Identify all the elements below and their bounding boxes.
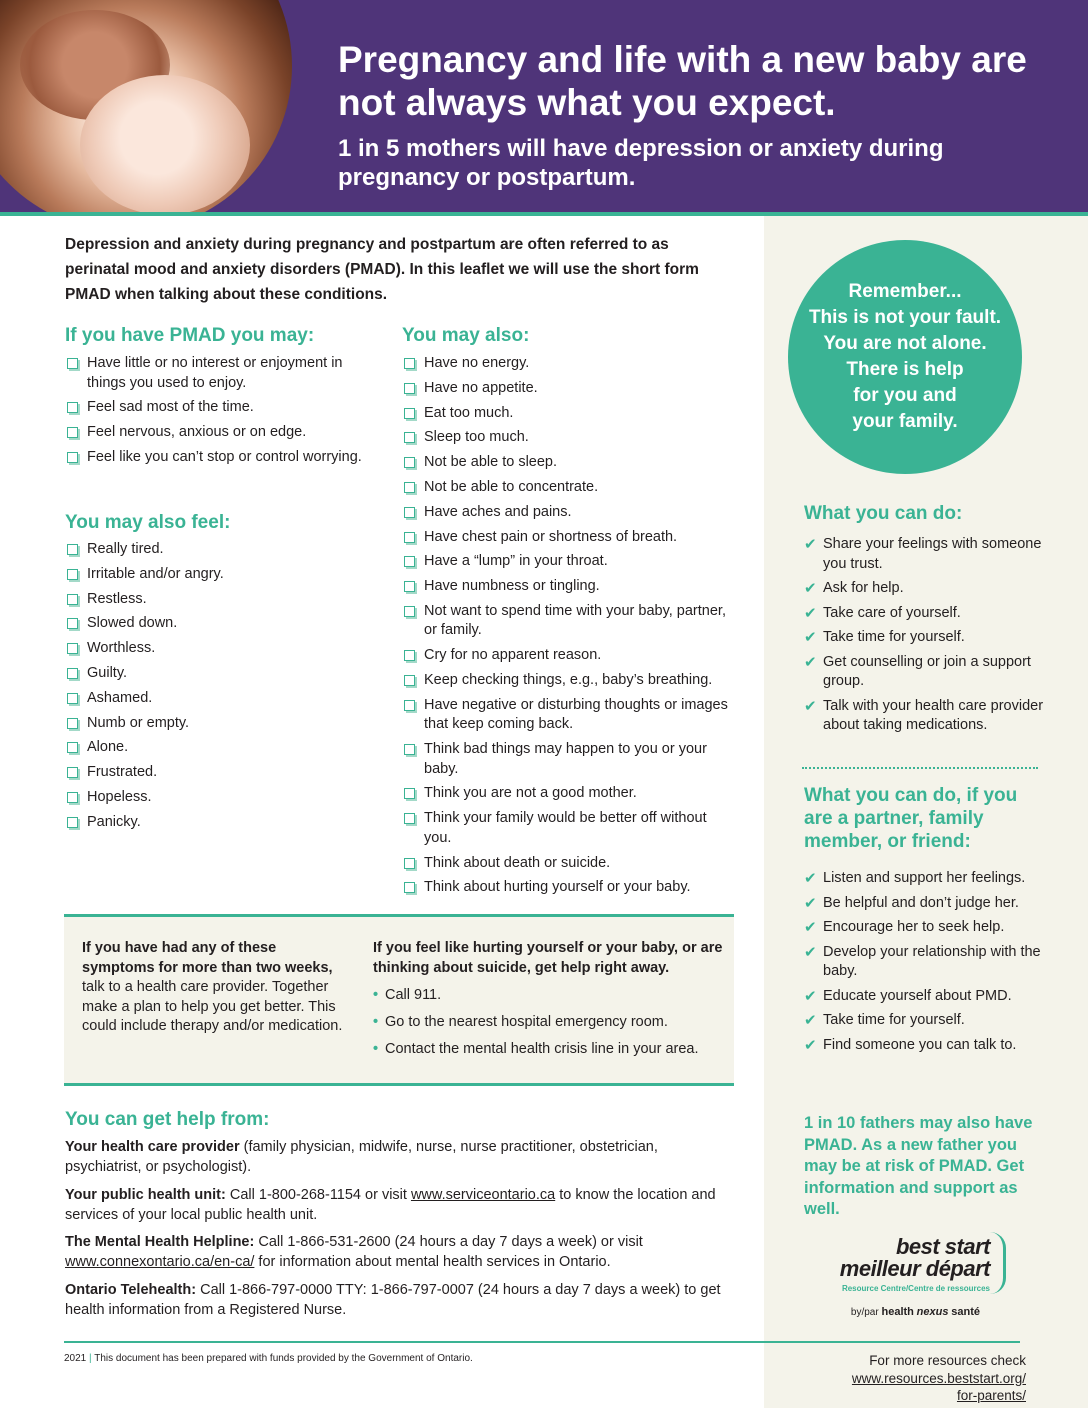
help-mental-text: Call 1-866-531-2600 (24 hours a day 7 days a week) or visit xyxy=(254,1234,643,1250)
beststart-link-continued[interactable]: for-parents/ xyxy=(956,1388,1026,1403)
list-item xyxy=(373,1013,723,1033)
byline-nexus: nexus xyxy=(916,1306,949,1318)
logo-byline xyxy=(851,1306,980,1318)
byline-prefix: by/par xyxy=(850,1307,879,1318)
byline-health: health xyxy=(881,1306,914,1318)
remember-circle xyxy=(788,240,1022,474)
page-title: Pregnancy and life with a new baby are not always what you expect. xyxy=(338,39,1027,123)
logo-line-3: Resource Centre/Centre de ressources xyxy=(841,1284,990,1293)
checkmark-icon: ✔ xyxy=(804,629,817,646)
help-mental-text-2: for information about mental health services in Ontario. xyxy=(254,1253,611,1270)
checkmark-icon: ✔ xyxy=(804,697,817,715)
list-item-label: Take care of yourself. xyxy=(823,604,961,621)
checkmark-icon: ✔ xyxy=(804,1036,817,1054)
bullet-icon: • xyxy=(373,1041,379,1057)
checkmark-icon: ✔ xyxy=(804,870,817,887)
logo-line-1: best start xyxy=(895,1234,990,1259)
list-item xyxy=(804,628,1054,648)
bullet-icon: • xyxy=(373,987,379,1003)
help-mental-health xyxy=(65,1233,725,1272)
may-also-list xyxy=(402,354,737,903)
help-public-label: Your public health unit: xyxy=(65,1187,226,1203)
list-item: Frustrated. xyxy=(65,763,365,783)
list-item xyxy=(373,1040,723,1060)
list-item: Slowed down. xyxy=(65,614,365,634)
two-weeks-advice xyxy=(82,939,352,1037)
if-you-have-heading: If you have PMAD you may: xyxy=(65,325,315,346)
checkmark-icon: ✔ xyxy=(804,604,817,622)
list-item: Think about hurting yourself or your baby. xyxy=(402,878,737,898)
get-help-heading: You can get help from: xyxy=(65,1109,270,1130)
list-item: Really tired. xyxy=(65,540,365,560)
serviceontario-link[interactable]: www.serviceontario.ca xyxy=(410,1187,556,1203)
list-item-label: Talk with your health care provider about taking medications. xyxy=(823,697,1044,733)
checkmark-icon: ✔ xyxy=(804,919,817,936)
list-item: Eat too much. xyxy=(402,404,737,424)
two-weeks-advice-text: talk to a health care provider. Together make a plan to help you get better. This could include therapy and/or medication. xyxy=(82,979,343,1034)
list-item-label: Take time for yourself. xyxy=(823,629,965,645)
list-item-label: Listen and support her feelings. xyxy=(823,870,1026,886)
sidebar-divider xyxy=(802,767,1038,769)
list-item: Think you are not a good mother. xyxy=(402,784,737,804)
may-also-feel-list xyxy=(65,540,365,838)
what-you-can-do-heading: What you can do: xyxy=(804,503,963,524)
list-item: Keep checking things, e.g., baby’s breathing. xyxy=(402,671,737,691)
list-item xyxy=(804,604,1054,624)
help-mental-label: The Mental Health Helpline: xyxy=(65,1234,255,1250)
remember-line: You are not alone. xyxy=(823,333,987,354)
list-item: Have numbness or tingling. xyxy=(402,577,737,597)
if-you-have-list xyxy=(65,354,365,473)
help-telehealth xyxy=(65,1281,725,1320)
emergency-list xyxy=(373,986,723,1060)
list-item: Worthless. xyxy=(65,639,365,659)
checkmark-icon: ✔ xyxy=(804,580,817,597)
list-item: Think bad things may happen to you or your baby. xyxy=(402,740,737,779)
mother-and-baby-photo xyxy=(0,0,292,212)
list-item-label: Share your feelings with someone you trust. xyxy=(823,536,1042,572)
checkmark-icon: ✔ xyxy=(804,987,817,1005)
list-item-label: Be helpful and don’t judge her. xyxy=(823,894,1019,911)
bullet-icon: • xyxy=(373,1014,379,1030)
list-item-label: Educate yourself about PMD. xyxy=(823,987,1012,1004)
footer-divider xyxy=(64,1341,1020,1343)
sidebar xyxy=(764,216,1088,1408)
list-item: Panicky. xyxy=(65,813,365,833)
connexontario-link[interactable]: www.connexontario.ca/en-ca/ xyxy=(65,1253,255,1270)
remember-line: This is not your fault. xyxy=(808,307,1002,328)
list-item xyxy=(373,986,723,1006)
list-item xyxy=(804,653,1054,692)
remember-line: your family. xyxy=(852,411,958,432)
may-also-feel-heading: You may also feel: xyxy=(65,512,231,533)
list-item: Cry for no apparent reason. xyxy=(402,646,737,666)
emergency-advice-bold: If you feel like hurting yourself or your baby, or are thinking about suicide, get help right away. xyxy=(373,940,723,976)
list-item-label: Call 911. xyxy=(385,987,442,1003)
list-item: Have a “lump” in your throat. xyxy=(402,552,737,572)
list-item: Have chest pain or shortness of breath. xyxy=(402,528,737,548)
checkmark-icon: ✔ xyxy=(804,653,817,671)
byline-sante: santé xyxy=(951,1306,980,1318)
may-also-heading: You may also: xyxy=(402,325,530,346)
help-tele-text: Call 1-866-797-0000 TTY: 1-866-797-0007 (24 hours a day 7 days a week) to get health information from a Registered Nurse. xyxy=(65,1282,721,1318)
baby-face-shape xyxy=(80,75,250,212)
emergency-advice xyxy=(373,939,723,1067)
list-item: Sleep too much. xyxy=(402,428,737,448)
list-item: Guilty. xyxy=(65,664,365,684)
help-provider xyxy=(65,1138,725,1177)
list-item xyxy=(804,869,1054,889)
intro-paragraph: Depression and anxiety during pregnancy and postpartum are often referred to as perinatal mood and anxiety disorders (PMAD). In this leaflet we will use the short form PMAD when talking about these conditions. xyxy=(65,236,699,303)
list-item-label: Find someone you can talk to. xyxy=(823,1036,1017,1053)
checkmark-icon: ✔ xyxy=(804,1012,817,1029)
list-item-label: Take time for yourself. xyxy=(823,1012,965,1028)
list-item: Alone. xyxy=(65,738,365,758)
list-item-label: Encourage her to seek help. xyxy=(823,919,1005,935)
list-item: Feel sad most of the time. xyxy=(65,398,365,418)
help-provider-text: (family physician, midwife, nurse, nurse practitioner, obstetrician, psychiatrist, or psychologist). xyxy=(65,1139,658,1175)
footer-funding-text: This document has been prepared with funds provided by the Government of Ontario. xyxy=(94,1353,473,1364)
more-resources-label: For more resources check xyxy=(869,1353,1026,1368)
list-item xyxy=(804,918,1054,938)
remember-line: There is help xyxy=(846,359,964,380)
checkmark-icon: ✔ xyxy=(804,894,817,912)
checkmark-icon: ✔ xyxy=(804,536,817,553)
list-item xyxy=(804,1011,1054,1031)
best-start-logo xyxy=(826,1232,1006,1336)
list-item: Not want to spend time with your baby, partner, or family. xyxy=(402,602,737,641)
page-subtitle: 1 in 5 mothers will have depression or anxiety during pregnancy or postpartum. xyxy=(338,135,944,191)
logo-line-2: meilleur départ xyxy=(839,1256,990,1281)
help-public-text: Call 1-800-268-1154 or visit xyxy=(225,1187,411,1203)
footer-year: 2021 xyxy=(64,1353,87,1364)
beststart-link[interactable]: www.resources.beststart.org/ xyxy=(851,1370,1026,1386)
list-item: Think about death or suicide. xyxy=(402,854,737,874)
list-item: Not be able to sleep. xyxy=(402,453,737,473)
header-banner xyxy=(0,0,1088,212)
fathers-note: 1 in 10 fathers may also have PMAD. As a new father you may be at risk of PMAD. Get information and support as well. xyxy=(804,1114,1033,1218)
partner-list xyxy=(804,869,1054,1060)
list-item: Ashamed. xyxy=(65,689,365,709)
checkmark-icon: ✔ xyxy=(804,943,817,961)
help-public-text-2: to know the location and services of your local public health unit. xyxy=(65,1187,716,1223)
list-item: Irritable and/or angry. xyxy=(65,565,365,585)
urgent-help-callout xyxy=(64,914,734,1086)
list-item: Have no energy. xyxy=(402,354,737,374)
list-item xyxy=(804,697,1054,736)
list-item: Have negative or disturbing thoughts or images that keep coming back. xyxy=(402,696,737,735)
list-item: Not be able to concentrate. xyxy=(402,478,737,498)
partner-heading: What you can do, if you are a partner, family member, or friend: xyxy=(804,785,1018,852)
footer-note xyxy=(64,1352,473,1365)
logo-bracket-icon xyxy=(990,1232,1006,1294)
list-item: Hopeless. xyxy=(65,788,365,808)
remember-line: for you and xyxy=(853,385,957,406)
list-item xyxy=(804,943,1054,982)
list-item: Have aches and pains. xyxy=(402,503,737,523)
list-item-label: Go to the nearest hospital emergency room. xyxy=(385,1014,668,1030)
list-item xyxy=(804,579,1054,599)
list-item-label: Ask for help. xyxy=(823,580,904,596)
list-item-label: Develop your relationship with the baby. xyxy=(823,943,1041,979)
list-item xyxy=(804,535,1054,574)
list-item: Have no appetite. xyxy=(402,379,737,399)
help-provider-label: Your health care provider xyxy=(65,1139,240,1155)
what-you-can-do-list xyxy=(804,535,1054,741)
list-item: Think your family would be better off without you. xyxy=(402,809,737,848)
list-item: Feel like you can’t stop or control worrying. xyxy=(65,448,365,468)
help-public-health xyxy=(65,1186,725,1225)
list-item xyxy=(804,1036,1054,1056)
list-item-label: Get counselling or join a support group. xyxy=(823,653,1031,689)
list-item xyxy=(804,894,1054,914)
more-resources xyxy=(830,1352,1026,1405)
list-item-label: Contact the mental health crisis line in your area. xyxy=(385,1041,699,1057)
two-weeks-advice-bold: If you have had any of these symptoms for more than two weeks, xyxy=(82,940,333,976)
list-item xyxy=(804,987,1054,1007)
remember-line: Remember... xyxy=(848,281,962,302)
list-item: Numb or empty. xyxy=(65,714,365,734)
list-item: Have little or no interest or enjoyment in things you used to enjoy. xyxy=(65,354,365,393)
help-tele-label: Ontario Telehealth: xyxy=(65,1282,197,1298)
footer-separator: | xyxy=(89,1353,92,1364)
list-item: Restless. xyxy=(65,590,365,610)
list-item: Feel nervous, anxious or on edge. xyxy=(65,423,365,443)
